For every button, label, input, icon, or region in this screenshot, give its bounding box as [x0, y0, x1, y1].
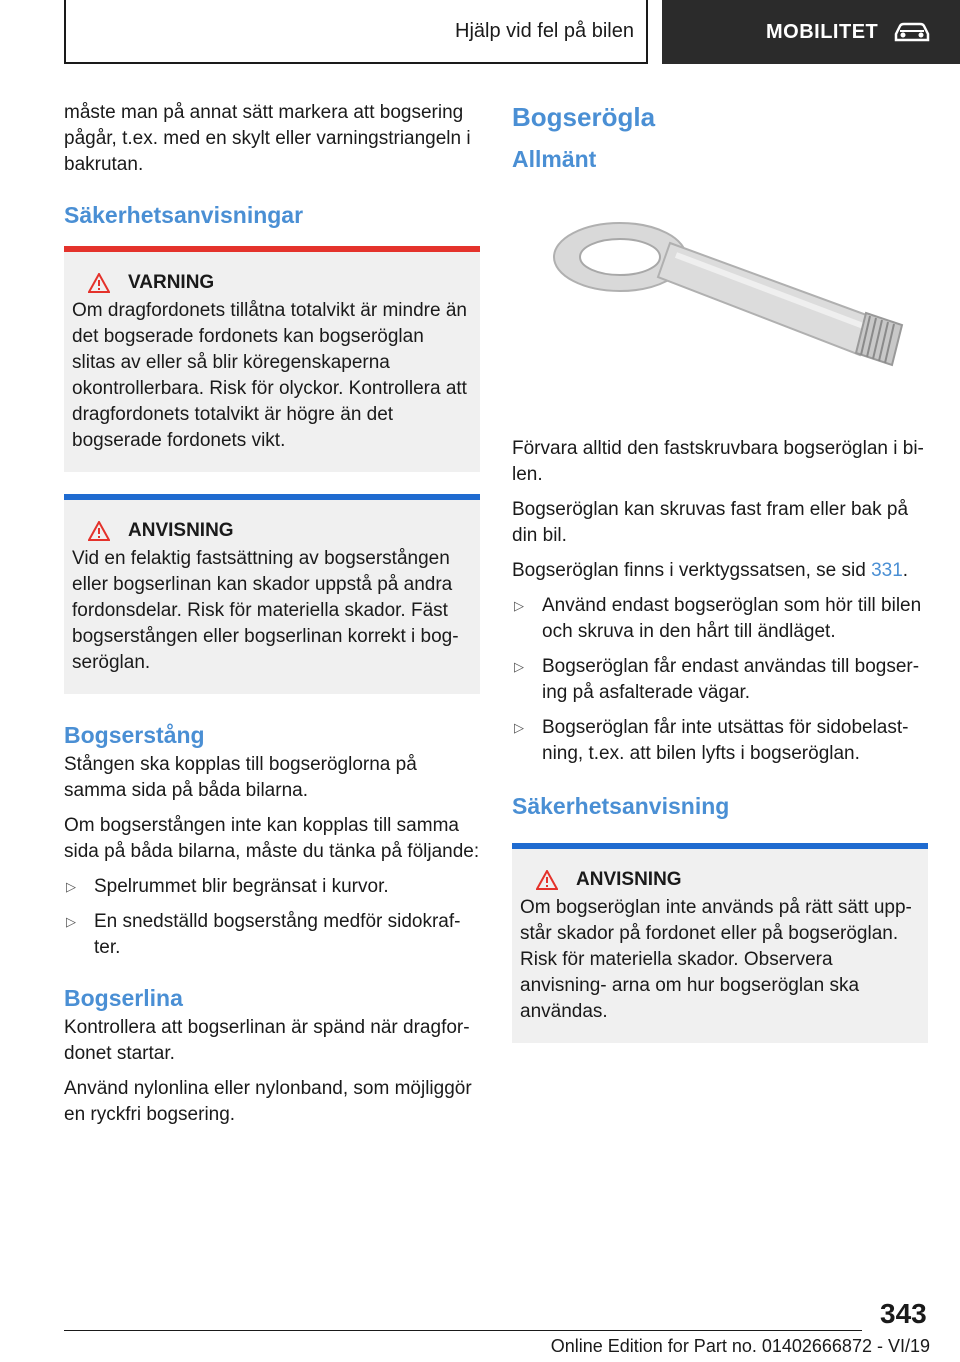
general-heading: Allmänt — [512, 146, 597, 172]
header-section-title — [64, 0, 648, 64]
header-chapter-label: MOBILITET — [766, 20, 879, 43]
warning-box — [64, 246, 480, 472]
general-paragraph-1: Förvara alltid den fastskruvbara bogseröglan i bi- len. — [512, 438, 924, 485]
header-section-label: Hjälp vid fel på bilen — [455, 19, 634, 42]
footer-divider — [64, 1330, 862, 1331]
list-item: ▷ Bogseröglan får inte utsättas för sidobelast- ning, t.ex. att bilen lyfts i bogseröglan. — [514, 717, 909, 764]
warning-triangle-icon — [536, 870, 558, 890]
warning-triangle-icon — [88, 521, 110, 541]
page-reference-link[interactable]: 331 — [871, 560, 903, 581]
tow-eye-heading: Bogserögla — [512, 102, 656, 132]
safety-note-heading: Säkerhetsanvisning — [512, 793, 730, 819]
warning-text: Om dragfordonets tillåtna totalvikt är mindre än det bogserade fordonets kan bogseröglan slitas av eller så blir köregenskaperna okontrollerbara. Risk för olyckor. Kontrollera att dragfordonets totalvikt är högre än det bogserade fordonets vikt. — [72, 300, 467, 451]
triangle-bullet-icon: ▷ — [514, 598, 524, 613]
car-icon — [892, 20, 932, 44]
footer-edition: Online Edition for Part no. 01402666872 - VI/19 — [550, 1336, 930, 1356]
general-paragraph-2: Bogseröglan kan skruvas fast fram eller bak på din bil. — [512, 499, 909, 546]
tow-eye-image — [530, 205, 910, 405]
right-column — [512, 100, 928, 1065]
triangle-bullet-icon: ▷ — [66, 879, 76, 894]
right-notice-title-label: ANVISNING — [576, 869, 682, 890]
notice-title — [72, 518, 472, 544]
warning-triangle-icon — [88, 273, 110, 293]
right-notice-text: Om bogseröglan inte används på rätt sätt upp- står skador på fordonet eller på bogseröglan. Risk för materiella skador. Observera anvisning- arna om hur bogseröglan ska användas. — [520, 897, 912, 1022]
tow-bar-paragraph-2: Om bogserstången inte kan kopplas till samma sida på båda bilarna, måste du tänka på följande: — [64, 815, 480, 862]
tow-bar-heading: Bogserstång — [64, 722, 205, 748]
tow-bar-paragraph-1: Stången ska kopplas till bogseröglorna på samma sida på båda bilarna. — [64, 754, 417, 801]
tow-rope-heading: Bogserlina — [64, 985, 183, 1011]
general-paragraph-3: Bogseröglan finns i verktygssatsen, se sid 331. — [512, 560, 909, 581]
intro-paragraph: måste man på annat sätt markera att bogsering pågår, t.ex. med en skylt eller varningstriangeln i bakrutan. — [64, 102, 471, 175]
tow-eye-list — [512, 593, 928, 767]
notice-text: Vid en felaktig fastsättning av bogserstången eller bogserlinan kan skador uppstå på andra fordonsdelar. Risk för materiella skador. Fäst bogserstången eller bogserlinan korrekt i bog- seröglan. — [72, 548, 459, 673]
left-column — [64, 100, 480, 1137]
list-item: ▷ Använd endast bogseröglan som hör till bilen och skruva in den hårt till ändläget. — [514, 595, 922, 642]
safety-heading: Säkerhetsanvisningar — [64, 202, 304, 228]
list-item: ▷ Spelrummet blir begränsat i kurvor. — [64, 874, 480, 900]
list-item: ▷ En snedställd bogserstång medför sidokraf- ter. — [66, 911, 461, 958]
triangle-bullet-icon: ▷ — [514, 720, 524, 735]
list-item: ▷ Bogseröglan får endast användas till bogser- ing på asfalterade vägar. — [514, 656, 920, 703]
triangle-bullet-icon: ▷ — [66, 914, 76, 929]
right-notice-box — [512, 843, 928, 1043]
page-number: 343 — [880, 1298, 927, 1329]
tow-rope-paragraph-1: Kontrollera att bogserlinan är spänd när dragfor- donet startar. — [64, 1017, 470, 1064]
right-notice-title — [520, 867, 920, 893]
tow-eye-illustration — [512, 190, 928, 420]
header-chapter-tab — [662, 0, 960, 64]
tow-rope-paragraph-2: Använd nylonlina eller nylonband, som möjliggör en ryckfri bogsering. — [64, 1078, 472, 1125]
notice-box — [64, 494, 480, 694]
warning-title — [72, 270, 472, 296]
tow-bar-list — [64, 874, 480, 961]
notice-title-label: ANVISNING — [128, 520, 234, 541]
warning-title-label: VARNING — [128, 272, 215, 293]
triangle-bullet-icon: ▷ — [514, 659, 524, 674]
